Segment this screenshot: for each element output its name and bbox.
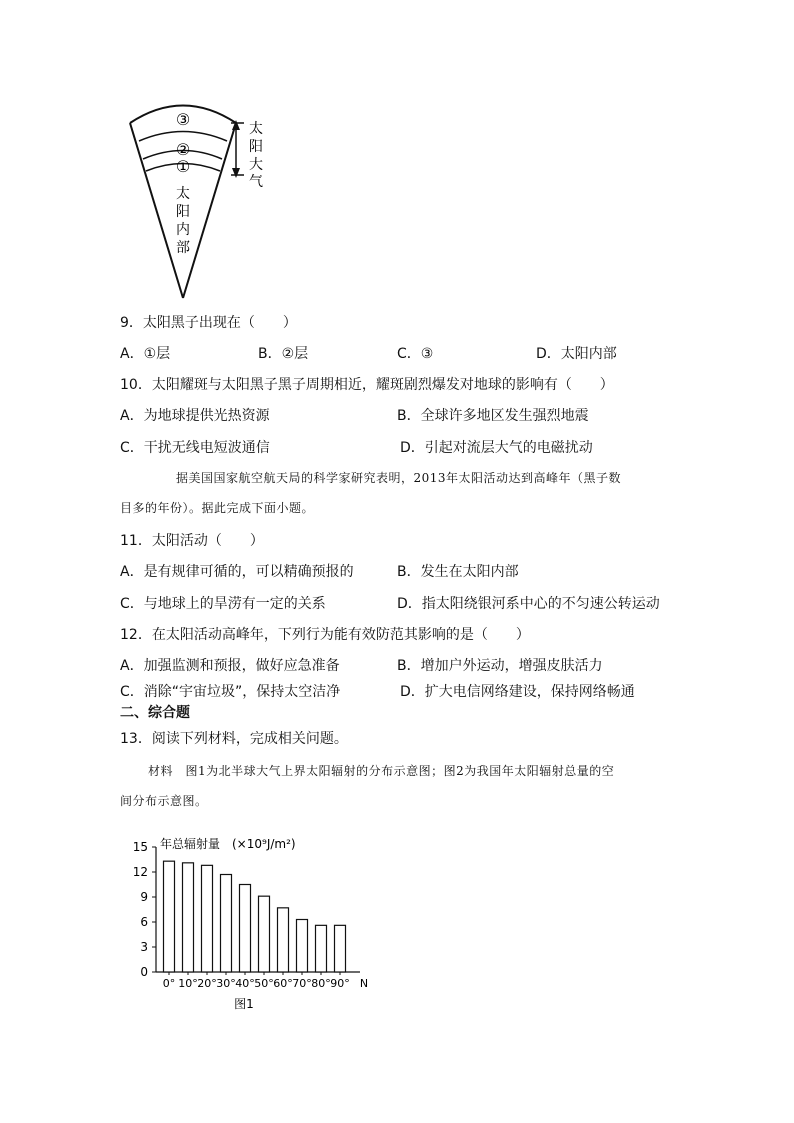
x-tick-label: 50°	[254, 977, 274, 990]
sun-structure-diagram	[120, 95, 280, 305]
svg-text:大: 大	[249, 157, 263, 173]
svg-text:气: 气	[249, 174, 263, 190]
q11-option-c[interactable]: C．与地球上的旱涝有一定的关系	[120, 596, 326, 612]
x-tick-label: 10°	[178, 977, 198, 990]
q9-option-c[interactable]: C．③	[397, 346, 434, 362]
chart-bar	[240, 885, 251, 973]
radiation-bar-chart	[120, 828, 390, 1018]
y-tick-label: 0	[140, 965, 148, 979]
q9-option-b[interactable]: B．②层	[258, 346, 309, 362]
x-tick-label: 0°	[162, 977, 176, 990]
question-13-stem: 13．阅读下列材料，完成相关问题。	[120, 731, 348, 747]
x-tick-label: 30°	[216, 977, 236, 990]
q13-material-line-2: 间分布示意图。	[120, 794, 208, 808]
chart-bar	[259, 896, 270, 972]
q13-material-line-1: 材料 图1为北半球大气上界太阳辐射的分布示意图；图2为我国年太阳辐射总量的空	[148, 764, 615, 778]
question-10-stem: 10．太阳耀斑与太阳黑子黑子周期相近，耀斑剧烈爆发对地球的影响有（ ）	[120, 377, 614, 393]
chart-bar	[202, 865, 213, 972]
q12-option-a[interactable]: A．加强监测和预报，做好应急准备	[120, 658, 340, 674]
question-12-stem: 12．在太阳活动高峰年，下列行为能有效防范其影响的是（ ）	[120, 627, 530, 643]
q12-option-d[interactable]: D．扩大电信网络建设，保持网络畅通	[400, 684, 635, 700]
x-tick-label: 70°	[292, 977, 312, 990]
q9-option-d[interactable]: D．太阳内部	[536, 346, 617, 362]
chart-bar	[335, 925, 346, 972]
q10-option-d[interactable]: D．引起对流层大气的电磁扰动	[400, 440, 593, 456]
q11-option-a[interactable]: A．是有规律可循的，可以精确预报的	[120, 564, 354, 580]
question-9-stem: 9．太阳黑子出现在（ ）	[120, 315, 297, 331]
chart-bar	[183, 863, 194, 972]
arrow-down-icon	[232, 168, 240, 178]
chart-bars	[164, 861, 346, 972]
y-tick-label: 6	[140, 915, 148, 929]
x-tick-label: 80°	[311, 977, 331, 990]
layer-3-label: ③	[175, 110, 191, 129]
q10-option-c[interactable]: C．干扰无线电短波通信	[120, 440, 270, 456]
chart-caption: 图1	[234, 997, 254, 1011]
svg-text:部: 部	[176, 240, 190, 256]
q10-option-a[interactable]: A．为地球提供光热资源	[120, 408, 270, 424]
x-tick-label: 60°	[273, 977, 293, 990]
layer-2-label: ②	[175, 140, 191, 159]
svg-text:阳: 阳	[176, 204, 190, 220]
chart-title: 年总辐射量	[160, 837, 221, 851]
material-intro-line-2: 目多的年份）。据此完成下面小题。	[120, 501, 315, 515]
chart-bar	[316, 925, 327, 972]
y-tick-label: 9	[140, 890, 148, 904]
question-11-stem: 11．太阳活动（ ）	[120, 533, 264, 549]
chart-bar	[164, 861, 175, 972]
chart-bar	[278, 908, 289, 972]
x-tick-label: 20°	[197, 977, 217, 990]
x-tick-label: 40°	[235, 977, 255, 990]
y-tick-label: 15	[132, 840, 148, 854]
y-tick-label: 3	[140, 940, 148, 954]
svg-text:太: 太	[249, 121, 263, 137]
chart-bar	[221, 875, 232, 973]
layer-1-label: ①	[175, 157, 191, 176]
x-axis-suffix: N	[359, 977, 369, 990]
diagram-right-edge	[183, 123, 236, 298]
section-title: 二、综合题	[120, 705, 190, 721]
atmosphere-label	[249, 120, 263, 190]
material-intro-line-1: 据美国国家航空航天局的科学家研究表明，2013年太阳活动达到高峰年（黑子数	[176, 471, 622, 485]
y-tick-label: 12	[132, 865, 148, 879]
chart-bar	[297, 920, 308, 973]
chart-unit: (×10⁹J/m²)	[232, 837, 296, 851]
svg-text:太: 太	[176, 186, 190, 202]
x-tick-label: 90°	[330, 977, 350, 990]
q12-option-c[interactable]: C．消除“宇宙垃圾”，保持太空洁净	[120, 684, 341, 700]
q12-option-b[interactable]: B．增加户外运动，增强皮肤活力	[397, 658, 603, 674]
q11-option-b[interactable]: B．发生在太阳内部	[397, 564, 519, 580]
q9-option-a[interactable]: A．①层	[120, 346, 171, 362]
interior-label	[176, 185, 190, 256]
q10-option-b[interactable]: B．全球许多地区发生强烈地震	[397, 408, 589, 424]
svg-text:内: 内	[176, 222, 190, 238]
q11-option-d[interactable]: D．指太阳绕银河系中心的不匀速公转运动	[397, 596, 660, 612]
svg-text:阳: 阳	[249, 139, 263, 155]
